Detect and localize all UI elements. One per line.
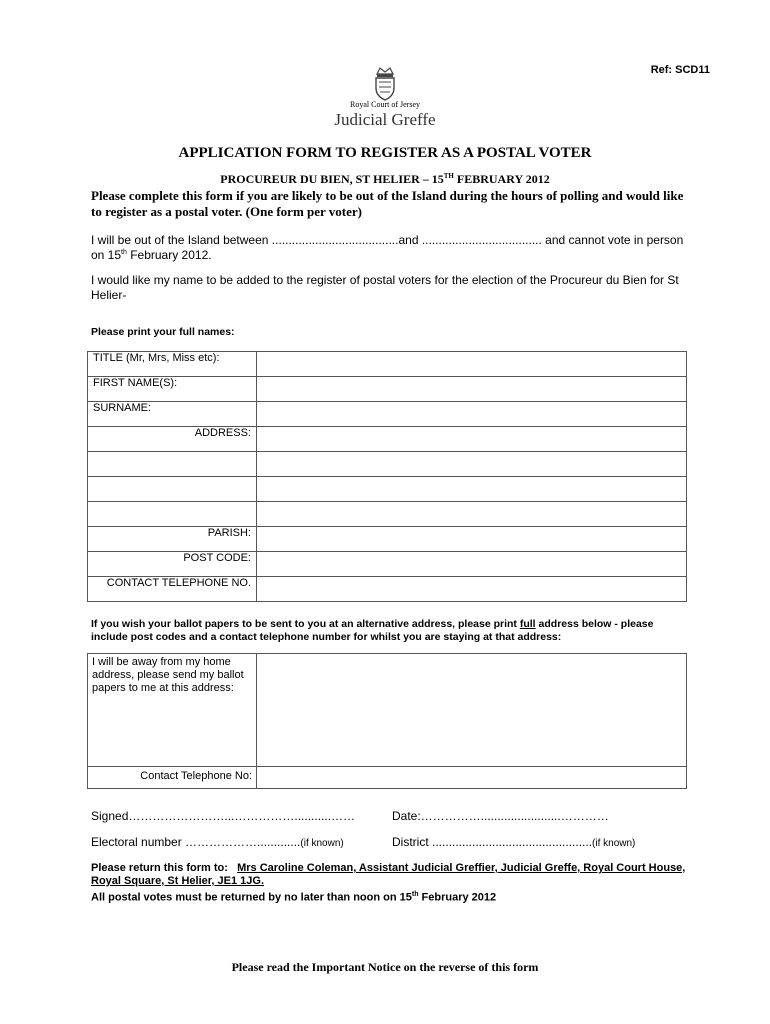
address-field-2[interactable] xyxy=(257,452,687,477)
address-field-1[interactable] xyxy=(257,427,687,452)
electoral-number-field[interactable]: Electoral number ……………….............(if known) xyxy=(91,835,344,849)
parish-label: PARISH: xyxy=(88,527,257,552)
return-instructions: Please return this form to: Mrs Caroline Coleman, Assistant Judicial Greffier, Judicial Greffe, Royal Court House, Royal Square, St Helier, JE1 1JG. All postal votes must be returned by no later than noon on 15th February 2012 xyxy=(91,862,686,904)
surname-field[interactable] xyxy=(257,402,687,427)
title-field[interactable] xyxy=(257,352,687,377)
postcode-field[interactable] xyxy=(257,552,687,577)
names-table xyxy=(87,351,687,602)
absence-statement: I will be out of the Island between ......................................and .................................... and cannot vote in person on 15th February 2012. xyxy=(91,233,684,262)
title-label: TITLE (Mr, Mrs, Miss etc): xyxy=(88,352,257,377)
alternative-address-box xyxy=(87,653,687,789)
print-names-label: Please print your full names: xyxy=(91,326,235,338)
address-field-4[interactable] xyxy=(257,502,687,527)
table-row xyxy=(88,352,687,377)
date-field[interactable]: Date:……………........................………… xyxy=(392,809,609,823)
instructions: Please complete this form if you are likely to be out of the Island during the hours of polling and would like to register as a postal voter. (One form per voter) xyxy=(91,188,684,219)
postcode-label: POST CODE: xyxy=(88,552,257,577)
form-subtitle: PROCUREUR DU BIEN, ST HELIER – 15TH FEBRUARY 2012 xyxy=(220,172,550,186)
table-row xyxy=(88,452,687,477)
telephone-label: CONTACT TELEPHONE NO. xyxy=(88,577,257,602)
reference-code: Ref: SCD11 xyxy=(650,64,710,76)
court-name-large: Judicial Greffe xyxy=(334,110,436,129)
telephone-field[interactable] xyxy=(257,577,687,602)
form-title: APPLICATION FORM TO REGISTER AS A POSTAL VOTER xyxy=(178,145,592,161)
table-row xyxy=(88,577,687,602)
court-name-small: Royal Court of Jersey xyxy=(350,100,420,109)
reverse-notice: Please read the Important Notice on the reverse of this form xyxy=(231,960,539,974)
alternative-address-field[interactable] xyxy=(257,654,686,765)
table-row xyxy=(88,527,687,552)
alternative-address-notice: If you wish your ballot papers to be sent to you at an alternative address, please print full address below - please include post codes and a contact telephone number for whilst you are staying at that address: xyxy=(91,618,654,643)
address-label: ADDRESS: xyxy=(88,427,257,452)
district-field[interactable]: District ................................................(if known) xyxy=(392,835,636,849)
table-row xyxy=(88,552,687,577)
table-row xyxy=(88,502,687,527)
first-name-label: FIRST NAME(S): xyxy=(88,377,257,402)
register-statement: I would like my name to be added to the register of postal voters for the election of the Procureur du Bien for St Helier- xyxy=(91,273,679,302)
crest-icon xyxy=(363,60,407,104)
table-row xyxy=(88,377,687,402)
alternative-phone-label: Contact Telephone No: xyxy=(140,770,252,782)
parish-field[interactable] xyxy=(257,527,687,552)
table-row xyxy=(88,402,687,427)
table-row xyxy=(88,427,687,452)
alternative-phone-field[interactable] xyxy=(257,767,686,788)
alternative-address-label: I will be away from my home address, please send my ballot papers to me at this address: xyxy=(92,656,244,694)
signed-field[interactable]: Signed……………………...……………...........…… xyxy=(91,809,356,823)
address-field-3[interactable] xyxy=(257,477,687,502)
first-name-field[interactable] xyxy=(257,377,687,402)
table-row xyxy=(88,477,687,502)
surname-label: SURNAME: xyxy=(88,402,257,427)
